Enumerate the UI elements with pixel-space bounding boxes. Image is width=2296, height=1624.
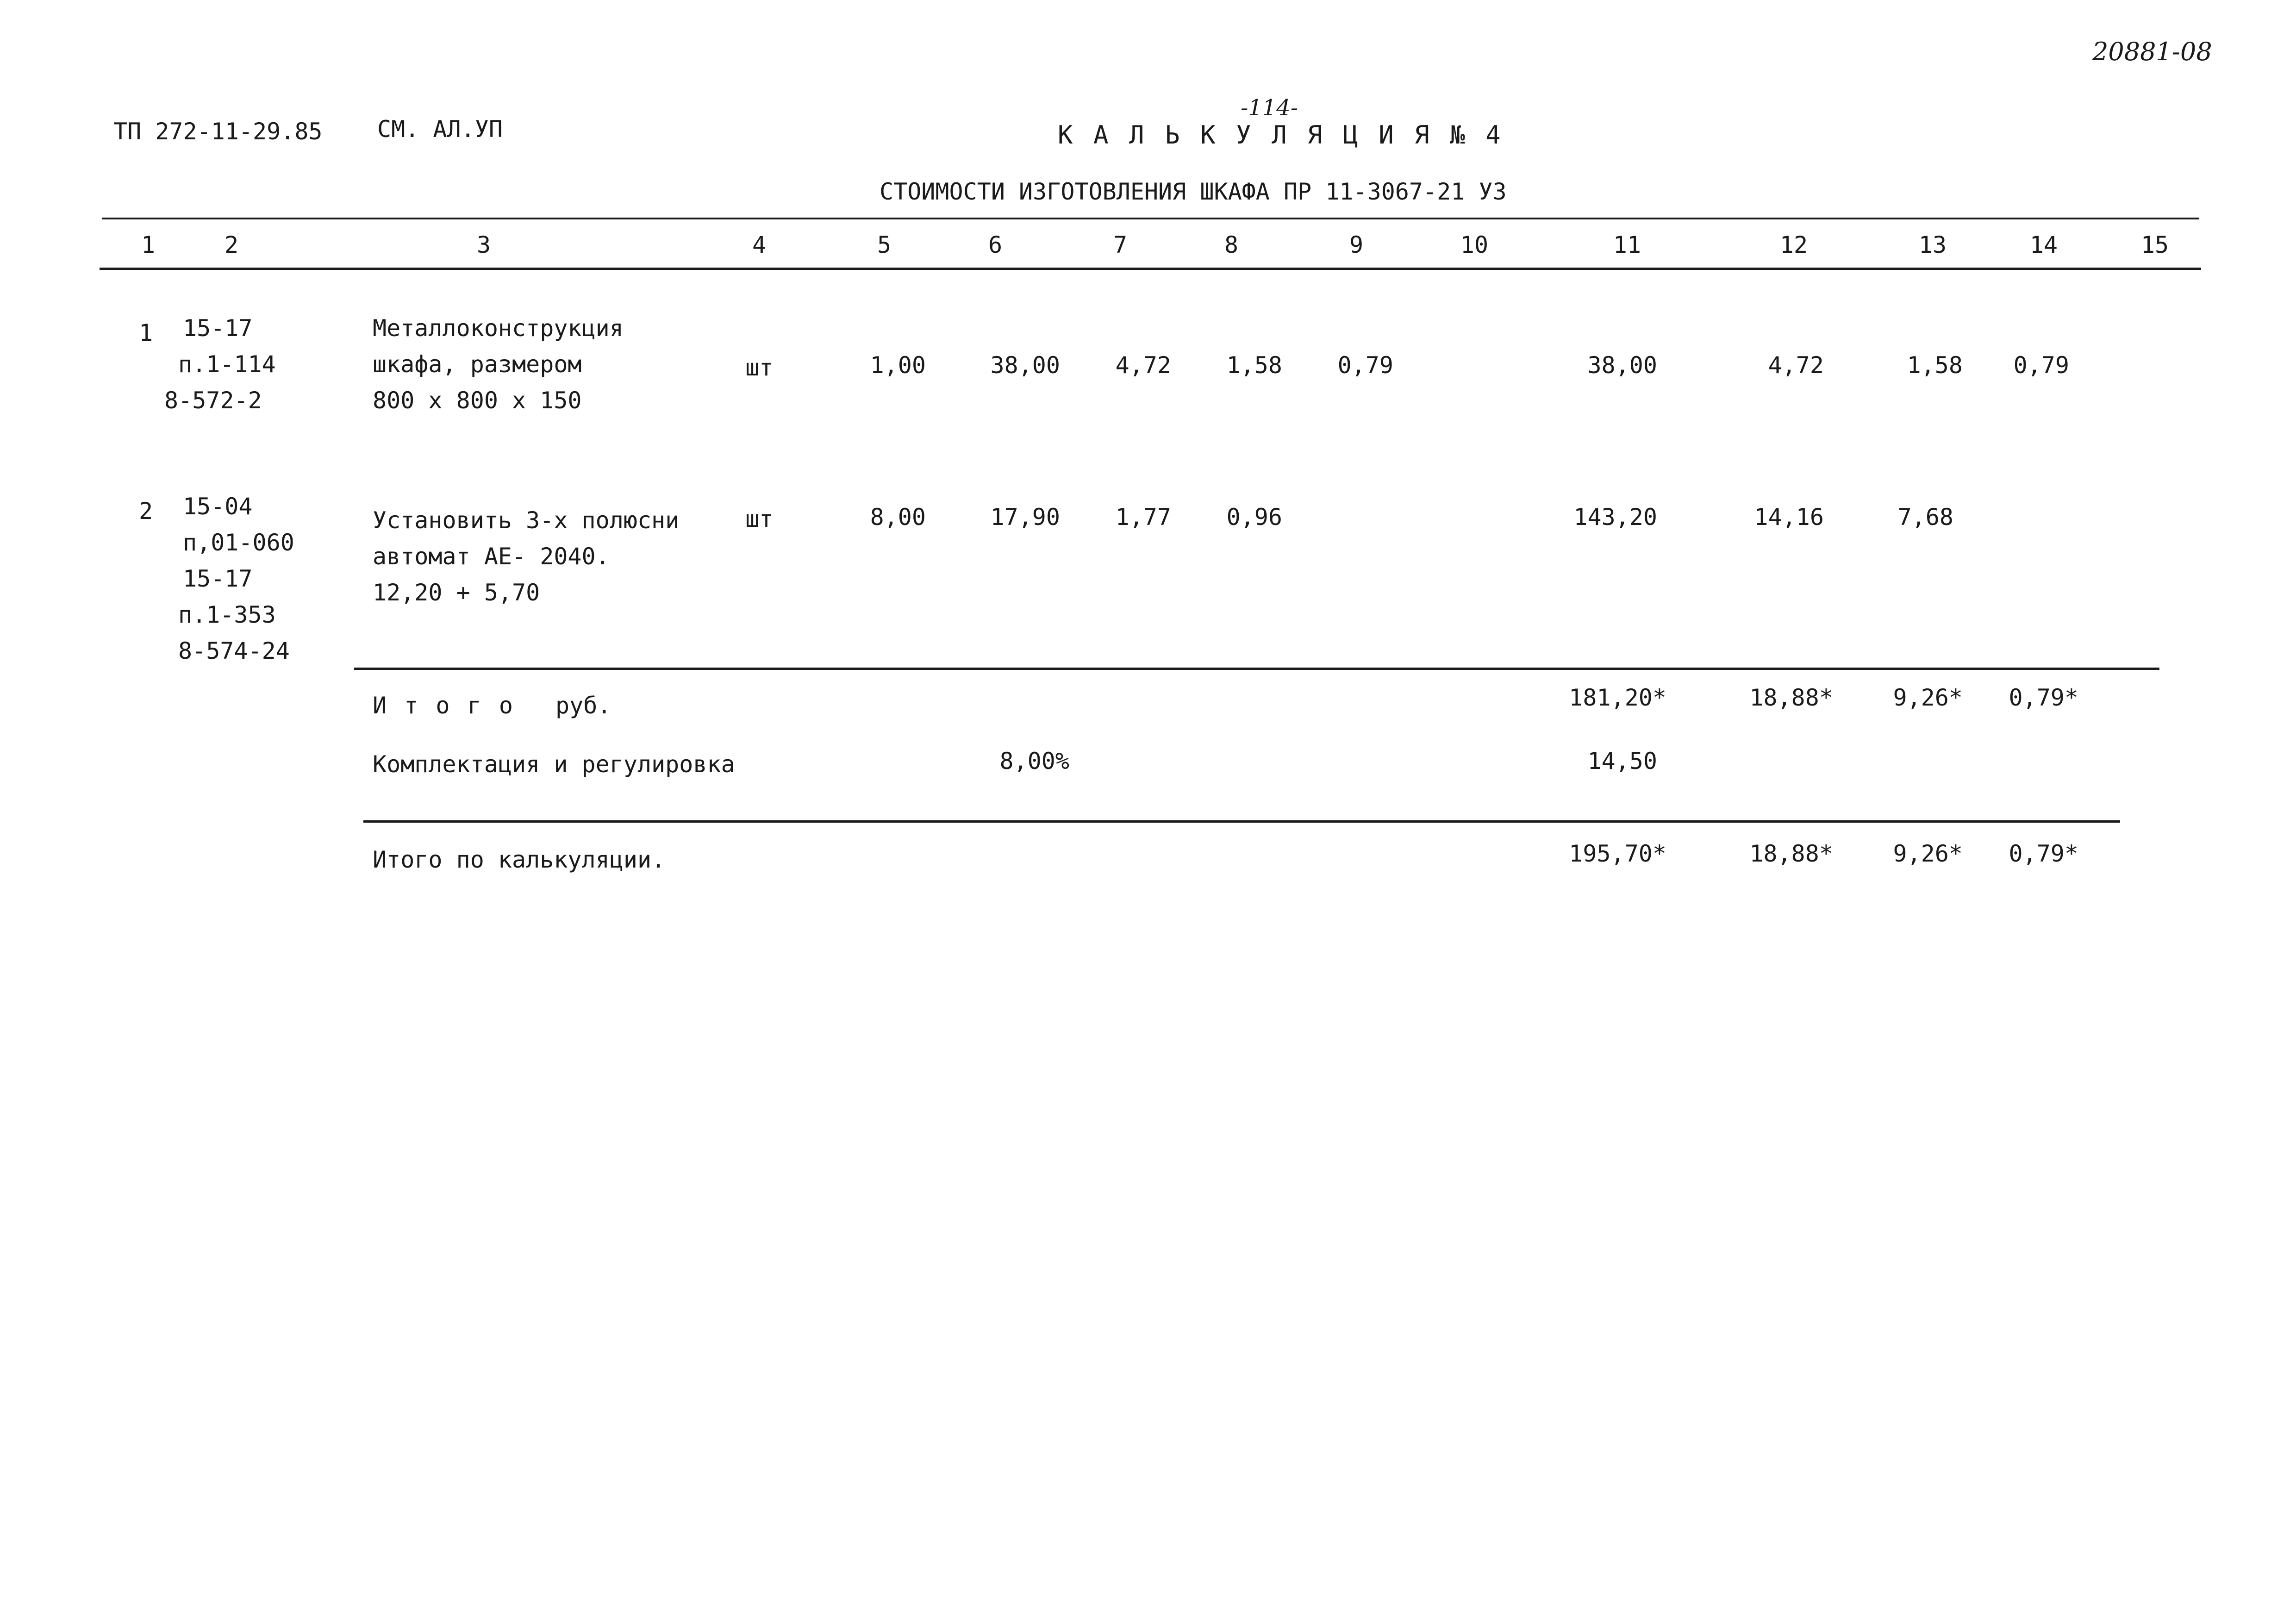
col-num: 9 [1349,231,1364,258]
cell-c8: 0,96 [1226,504,1282,531]
col-num: 7 [1113,231,1128,258]
final-c12: 18,88* [1749,840,1833,867]
col-num: 4 [752,231,767,258]
archive-number-mark: 20881-08 [2092,37,2212,66]
code-line: п.1-353 [178,601,276,628]
assembly-percent: 8,00% [999,748,1069,775]
desc-line: 12,20 + 5,70 [373,579,540,606]
subtotal-currency: руб. [555,692,611,719]
cell-c7: 4,72 [1115,352,1171,379]
col-num: 11 [1613,231,1641,258]
cell-c11: 38,00 [1587,352,1657,379]
final-c13: 9,26* [1893,840,1963,867]
cell-c14: 0,79 [2013,352,2069,379]
desc-line: 800 х 800 х 150 [373,387,582,414]
row-number: 2 [139,498,153,525]
col-num: 15 [2140,231,2169,258]
unit-cell: шт [745,506,774,532]
col-num: 8 [1224,231,1239,258]
final-rule [363,820,2120,823]
desc-line: Металлоконструкция [373,315,624,342]
cell-c6: 17,90 [990,504,1060,531]
subtotal-rule [354,668,2159,670]
header-rule-bottom [100,268,2201,270]
cell-c5: 8,00 [870,504,926,531]
col-num: 14 [2029,231,2058,258]
final-c14: 0,79* [2009,840,2078,867]
final-c11: 195,70* [1569,840,1666,867]
assembly-c11: 14,50 [1587,748,1657,775]
cell-c7: 1,77 [1115,504,1171,531]
col-num: 6 [988,231,1003,258]
header-rule-top [102,218,2199,219]
col-num: 13 [1918,231,1947,258]
code-line: 15-17 [183,315,253,342]
row-description [373,310,624,418]
code-line: 15-04 [183,493,253,520]
cell-c9: 0,79 [1337,352,1393,379]
code-line: 15-17 [183,565,253,592]
col-num: 1 [141,231,156,258]
col-num: 10 [1460,231,1489,258]
row-description [373,502,679,611]
code-line: 8-572-2 [164,387,262,414]
desc-line: автомат АЕ- 2040. [373,543,610,570]
code-line: 8-574-24 [178,637,290,664]
assembly-label: Комплектация и регулировка [373,751,735,778]
cell-c12: 14,16 [1754,504,1824,531]
cell-c13: 7,68 [1897,504,1953,531]
cell-c12: 4,72 [1768,352,1824,379]
code-line: п,01-060 [183,529,294,556]
col-num: 2 [224,231,239,258]
subtotal-c14: 0,79* [2009,684,2078,711]
cell-c6: 38,00 [990,352,1060,379]
document-title: К А Л Ь К У Л Я Ц И Я № 4 [1058,120,1504,150]
final-total-label: Итого по калькуляции. [373,846,666,873]
cell-c5: 1,00 [870,352,926,379]
unit-cell: шт [745,354,774,381]
row-number: 1 [139,319,153,346]
subtotal-label: И т о г о [373,692,515,719]
row-codes [164,488,294,669]
subtotal-c13: 9,26* [1893,684,1963,711]
cell-c8: 1,58 [1226,352,1282,379]
col-num: 12 [1779,231,1808,258]
col-num: 3 [476,231,491,258]
row-codes [164,310,276,418]
col-num: 5 [877,231,892,258]
document-code: ТП 272-11-29.85 [113,118,323,145]
subtotal-c12: 18,88* [1749,684,1833,711]
cell-c11: 143,20 [1573,504,1657,531]
document-subtitle: СТОИМОСТИ ИЗГОТОВЛЕНИЯ ШКАФА ПР 11-3067-21 УЗ [880,178,1507,205]
subtotal-c11: 181,20* [1569,684,1666,711]
desc-line: шкафа, размером [373,351,582,378]
desc-line: Установить 3-х полюсни [373,507,680,534]
album-reference: СМ. АЛ.УП [377,116,503,143]
page-number-mark: -114- [1241,95,1298,121]
code-line: п.1-114 [178,351,276,378]
cell-c13: 1,58 [1907,352,1963,379]
